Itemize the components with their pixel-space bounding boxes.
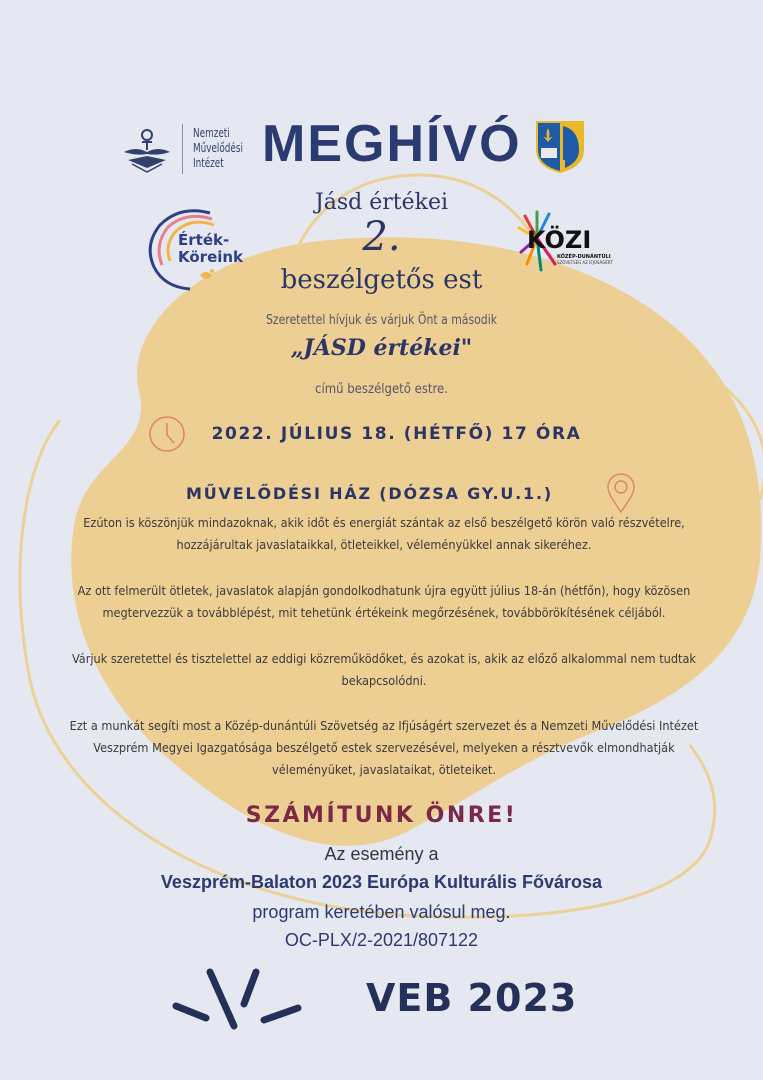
ertek-koreink-text: [178, 232, 243, 266]
paragraph-line: hozzájárultak javaslataikkal, ötleteikkel, véleményükkel annak sikeréhez.: [176, 537, 592, 552]
script-title: „JÁSD értékei": [290, 335, 473, 361]
veb-sparkle-icon: [168, 962, 308, 1034]
paragraph-line: Veszprém Megyei Igazgatósága beszélgető estek szervezésével, melyeken a résztvevők elmondhatják: [93, 740, 675, 755]
paragraph-line: Az ott felmerült ötletek, javaslatok alapján gondolkodhatunk újra együtt július 18-án (hétfőn), hogy közösen: [77, 583, 691, 598]
svg-text:KÖZÉP-DUNÁNTÚLI: KÖZÉP-DUNÁNTÚLI: [557, 254, 611, 260]
series-title: Jásd értékei: [314, 190, 449, 215]
paragraph-thanks: [14, 512, 754, 556]
svg-text:KÖZI: KÖZI: [527, 226, 592, 254]
svg-text:SZÖVETSÉG AZ IFJÚSÁGÉRT: SZÖVETSÉG AZ IFJÚSÁGÉRT: [557, 260, 613, 265]
paragraph-plans: [14, 580, 754, 624]
page-title: MEGHÍVÓ: [262, 115, 522, 173]
paragraph-welcome: [14, 648, 754, 692]
kozi-logo: [515, 208, 620, 278]
event-number: 2.: [362, 214, 401, 260]
invite-text: Szeretettel hívjuk és várjuk Önt a második: [265, 313, 498, 328]
paragraph-line: bekapcsolódni.: [341, 673, 427, 688]
paragraph-line: véleményüket, javaslataikat, ötleteiket.: [272, 762, 496, 777]
paragraph-line: megtervezzük a továbblépést, mit tehetünk értékeink megőrzésének, továbbörökítésének céljából.: [102, 605, 666, 620]
footer-line-3: program keretében valósul meg.: [252, 902, 511, 922]
paragraph-line: Várjuk szeretettel és tisztelettel az eddigi közreműködőket, és azokat is, akik az előző alkalommal nem tudtak: [72, 651, 696, 666]
footer-line-1: Az esemény a: [324, 844, 439, 864]
paragraph-line: Ezúton is köszönjük mindazoknak, akik időt és energiát szántak az első beszélgető körön való részvételre,: [83, 515, 685, 530]
divider: [182, 124, 183, 174]
coat-of-arms-icon: [535, 120, 585, 174]
event-venue: MŰVELŐDÉSI HÁZ (DÓZSA GY.U.1.): [186, 484, 553, 503]
logo-line: Művelődési: [193, 141, 243, 155]
paragraph-line: Ezt a munkát segíti most a Közép-dunántúli Szövetség az Ifjúságért szervezet és a Nemzeti Művelődési Intézet: [69, 718, 699, 733]
location-pin-icon: [605, 472, 637, 514]
invite-text-2: című beszélgető estre.: [315, 382, 448, 397]
nmi-logo-text: [193, 126, 243, 171]
logo-line: Intézet: [193, 156, 224, 170]
logo-line: Érték-: [178, 231, 230, 249]
logo-line: Nemzeti: [193, 126, 230, 140]
paragraph-support: [14, 715, 754, 781]
veb-brand: VEB 2023: [366, 976, 578, 1020]
footer-program-name: Veszprém-Balaton 2023 Európa Kulturális Fővárosa: [160, 872, 603, 892]
event-datetime: 2022. JÚLIUS 18. (HÉTFŐ) 17 ÓRA: [211, 424, 582, 444]
event-subtitle: beszélgetős est: [280, 265, 483, 295]
grant-code: OC-PLX/2-2021/807122: [284, 930, 479, 950]
slogan: SZÁMÍTUNK ÖNRE!: [245, 803, 518, 828]
logo-line: Köreink: [178, 248, 244, 266]
